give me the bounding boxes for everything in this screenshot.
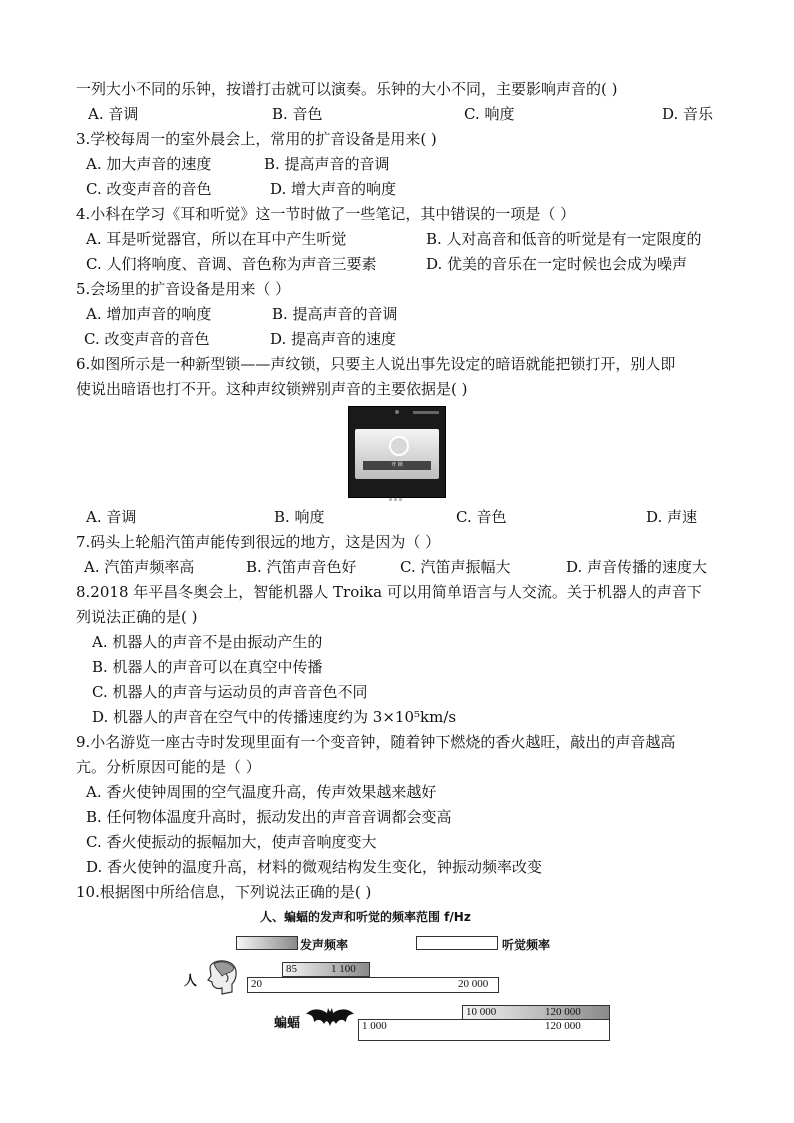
question-6-option-a: A. 音调 [86, 508, 137, 526]
legend-emit-label: 发声频率 [300, 938, 349, 952]
question-5-option-b: B. 提高声音的音调 [272, 305, 398, 323]
question-2-option-a: A. 音调 [88, 105, 139, 123]
question-8-option-b: B. 机器人的声音可以在真空中传播 [92, 658, 323, 676]
human-hear-bar [247, 977, 499, 993]
question-9-option-b: B. 任何物体温度升高时，振动发出的声音音调都会变高 [86, 808, 452, 826]
human-hear-low: 20 [251, 978, 262, 990]
question-10-stem: 10.根据图中所给信息，下列说法正确的是( ) [76, 883, 372, 901]
question-9-option-c: C. 香火使振动的振幅加大，使声音响度变大 [86, 833, 377, 851]
bat-emit-high: 120 000 [545, 1006, 581, 1018]
question-4-stem: 4.小科在学习《耳和听觉》这一节时做了一些笔记，其中错误的一项是（ ） [76, 205, 576, 223]
question-2-option-d: D. 音乐 [662, 105, 714, 123]
question-6-stem-line1: 6.如图所示是一种新型锁——声纹锁，只要主人说出事先设定的暗语就能把锁打开，别人即 [76, 355, 676, 373]
unlock-bar: 开 锁 [363, 461, 431, 470]
legend-hear-swatch [416, 936, 498, 950]
bat-hear-low: 1 000 [362, 1020, 387, 1032]
question-9-stem-line1: 9.小名游览一座古寺时发现里面有一个变音钟，随着钟下燃烧的香火越旺，敲出的声音越高 [76, 733, 676, 751]
microphone-icon [389, 436, 409, 456]
question-9-option-a: A. 香火使钟周围的空气温度升高，传声效果越来越好 [86, 783, 437, 801]
human-emit-low: 85 [286, 963, 297, 975]
question-4-option-c: C. 人们将响度、音调、音色称为声音三要素 [86, 255, 377, 273]
human-emit-high: 1 100 [331, 963, 356, 975]
bat-hear-bar [358, 1019, 610, 1041]
question-2-stem: 一列大小不同的乐钟，按谱打击就可以演奏。乐钟的大小不同，主要影响声音的( ) [76, 80, 618, 98]
question-9-option-d: D. 香火使钟的温度升高，材料的微观结构发生变化，钟振动频率改变 [86, 858, 543, 876]
bat-emit-low: 10 000 [466, 1006, 497, 1018]
question-3-stem: 3.学校每周一的室外晨会上，常用的扩音设备是用来( ) [76, 130, 437, 148]
question-6-option-b: B. 响度 [274, 508, 325, 526]
question-4-option-d: D. 优美的音乐在一定时候也会成为噪声 [426, 255, 688, 273]
question-3-option-c: C. 改变声音的音色 [86, 180, 212, 198]
question-5-option-c: C. 改变声音的音色 [84, 330, 210, 348]
question-7-option-a: A. 汽笛声频率高 [84, 558, 195, 576]
question-3-option-d: D. 增大声音的响度 [270, 180, 397, 198]
question-7-stem: 7.码头上轮船汽笛声能传到很远的地方，这是因为（ ） [76, 533, 441, 551]
question-7-option-b: B. 汽笛声音色好 [246, 558, 357, 576]
bat-hear-high: 120 000 [545, 1020, 581, 1032]
human-hear-high: 20 000 [458, 978, 489, 990]
question-6-option-d: D. 声速 [646, 508, 698, 526]
bat-icon [304, 1004, 356, 1032]
question-5-option-d: D. 提高声音的速度 [270, 330, 397, 348]
question-9-stem-line2: 亢。分析原因可能的是（ ） [76, 758, 261, 776]
question-5-stem: 5.会场里的扩音设备是用来（ ） [76, 280, 291, 298]
question-8-option-a: A. 机器人的声音不是由振动产生的 [92, 633, 323, 651]
camera-dot [395, 410, 399, 414]
question-4-option-a: A. 耳是听觉器官，所以在耳中产生听觉 [86, 230, 347, 248]
frequency-range-figure [180, 904, 620, 1044]
question-2-option-b: B. 音色 [272, 105, 323, 123]
status-strip [413, 411, 439, 414]
legend-hear-label: 听觉频率 [502, 938, 551, 952]
bat-emit-bar [462, 1005, 610, 1020]
question-7-option-c: C. 汽笛声振幅大 [400, 558, 511, 576]
question-3-option-a: A. 加大声音的速度 [86, 155, 212, 173]
question-6-stem-line2: 使说出暗语也打不开。这种声纹锁辨别声音的主要依据是( ) [76, 380, 468, 398]
question-7-option-d: D. 声音传播的速度大 [566, 558, 708, 576]
question-8-option-c: C. 机器人的声音与运动员的声音音色不同 [92, 683, 368, 701]
question-8-stem-line2: 列说法正确的是( ) [76, 608, 198, 626]
question-4-option-b: B. 人对高音和低音的听觉是有一定限度的 [426, 230, 702, 248]
human-head-icon [202, 958, 240, 998]
page-dots [389, 487, 405, 490]
question-8-stem-line1: 8.2018 年平昌冬奥会上，智能机器人 Troika 可以用简单语言与人交流。关于机器人的声音下 [76, 583, 702, 601]
question-2-option-c: C. 响度 [464, 105, 515, 123]
question-6-option-c: C. 音色 [456, 508, 507, 526]
figure-title: 人、蝙蝠的发声和听觉的频率范围 f/Hz [260, 910, 471, 924]
human-emit-bar [282, 962, 370, 977]
human-label: 人 [184, 974, 198, 989]
question-5-option-a: A. 增加声音的响度 [86, 305, 212, 323]
lock-screen [355, 429, 439, 479]
question-3-option-b: B. 提高声音的音调 [264, 155, 390, 173]
bat-label: 蝙蝠 [274, 1016, 301, 1031]
voice-lock-image [348, 406, 446, 498]
legend-emit-swatch [236, 936, 298, 950]
question-8-option-d: D. 机器人的声音在空气中的传播速度约为 3×10⁵km/s [92, 708, 457, 726]
